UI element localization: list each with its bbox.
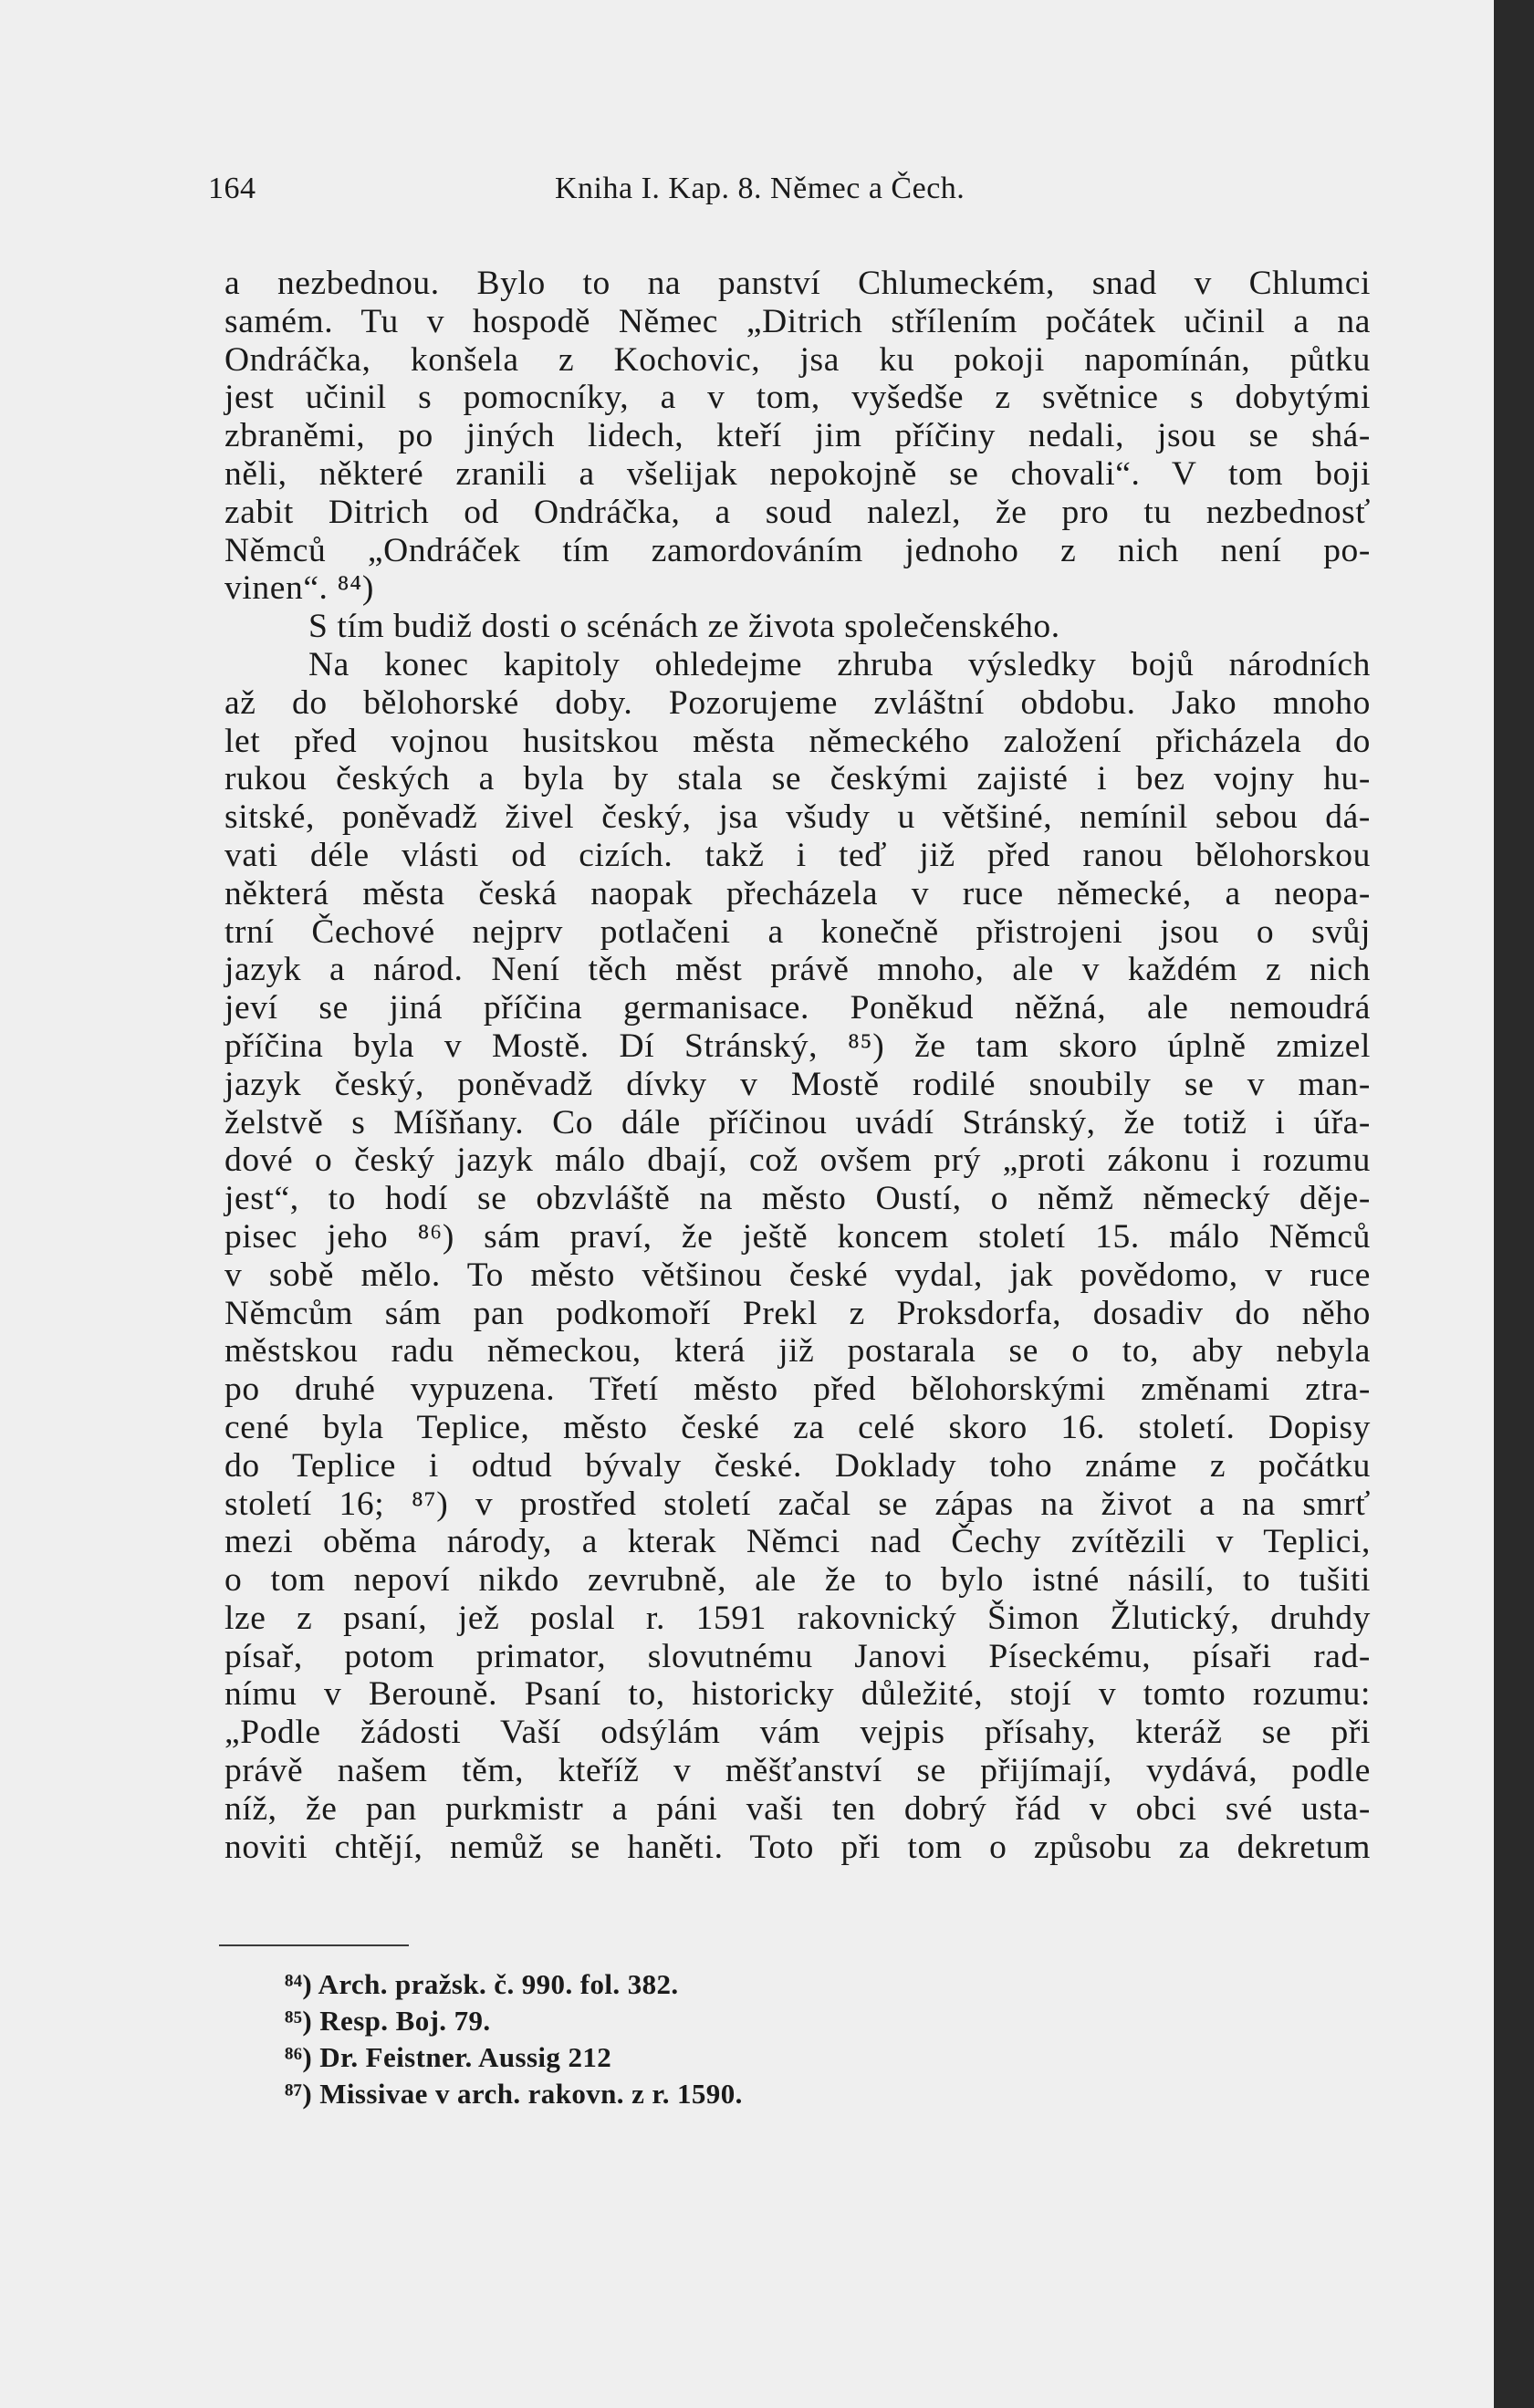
text-line: o tom nepoví nikdo zevrubně, ale že to bylo istné násilí, to tušiti [224, 1561, 1371, 1600]
footnote-84: ⁸⁴) Arch. pražsk. č. 990. fol. 382. [285, 1968, 679, 2000]
text-line: samém. Tu v hospodě Němec „Ditrich střílením počátek učinil a na [224, 302, 1371, 340]
text-line: některá města česká naopak přecházela v ruce německé, a neopa- [224, 874, 1371, 912]
text-line: želstvě s Míšňany. Co dále příčinou uvádí Stránský, že totiž i úřa- [224, 1103, 1371, 1141]
text-line: písař, potom primator, slovutnému Janovi Píseckému, písaři rad- [224, 1637, 1371, 1675]
text-line: něli, některé zranili a všelijak nepokojně se chovali“. V tom boji [224, 454, 1371, 493]
text-line: níž, že pan purkmistr a páni vaši ten dobrý řád v obci své usta- [224, 1789, 1371, 1828]
text-line: právě našem těm, kteříž v měšťanství se přijímají, vydává, podle [224, 1752, 1371, 1790]
text-line: příčina byla v Mostě. Dí Stránský, ⁸⁵) že tam skoro úplně zmizel [224, 1027, 1371, 1065]
text-line: lze z psaní, jež poslal r. 1591 rakovnický Šimon Žlutický, druhdy [224, 1599, 1371, 1637]
text-line: jeví se jiná příčina germanisace. Poněkud něžná, ale nemoudrá [224, 989, 1371, 1027]
footnote-divider [219, 1944, 409, 1946]
footnote-86: ⁸⁶) Dr. Feistner. Aussig 212 [285, 2041, 612, 2073]
text-line: století 16; ⁸⁷) v prostřed století začal se zápas na život a na smrť [224, 1485, 1371, 1523]
text-line: trní Čechové nejprv potlačeni a konečně přistrojeni jsou o svůj [224, 912, 1371, 951]
text-line: po druhé vypuzena. Třetí město před bělohorskými změnami ztra- [224, 1371, 1371, 1409]
footnotes [285, 1966, 743, 2112]
text-line: zbraněmi, po jiných lidech, kteří jim příčiny nedali, jsou se shá- [224, 417, 1371, 455]
footnote-87: ⁸⁷) Missivae v arch. rakovn. z r. 1590. [285, 2078, 743, 2110]
text-line: jazyk a národ. Není těch měst právě mnoho, ale v každém z nich [224, 951, 1371, 989]
text-line: „Podle žádosti Vaší odsýlám vám vejpis přísahy, kteráž se při [224, 1714, 1371, 1752]
text-line: noviti chtějí, nemůž se haněti. Toto při tom o způsobu za dekretum [224, 1828, 1371, 1866]
text-line: jazyk český, poněvadž dívky v Mostě rodilé snoubily se v man- [224, 1065, 1371, 1103]
text-line: Na konec kapitoly ohledejme zhruba výsledky bojů národních [308, 645, 1371, 683]
text-line: zabit Ditrich od Ondráčka, a soud nalezl, že pro tu nezbednosť [224, 493, 1371, 531]
text-line: rukou českých a byla by stala se českými zajisté i bez vojny hu- [224, 760, 1371, 798]
text-line: nímu v Berouně. Psaní to, historicky důležité, stojí v tomto rozumu: [224, 1675, 1371, 1714]
text-line: jest“, to hodí se obzvláště na město Oustí, o němž německý děje- [224, 1180, 1371, 1218]
page-number: 164 [208, 172, 256, 205]
text-line: S tím budiž dosti o scénách ze života společenského. [308, 608, 1060, 646]
text-line: mezi oběma národy, a kterak Němci nad Čechy zvítězili v Teplici, [224, 1523, 1371, 1561]
text-line: městskou radu německou, která již postarala se o to, aby nebyla [224, 1332, 1371, 1371]
body-text [224, 265, 1371, 1866]
text-line: cené byla Teplice, město české za celé skoro 16. století. Dopisy [224, 1408, 1371, 1446]
text-line: let před vojnou husitskou města německého založení přicházela do [224, 722, 1371, 760]
scan-edge [1494, 0, 1534, 2408]
text-line: vinen“. ⁸⁴) [224, 569, 374, 608]
text-line: dové o český jazyk málo dbají, což ovšem prý „proti zákonu i rozumu [224, 1141, 1371, 1180]
text-line: Němcům sám pan podkomoří Prekl z Proksdorfa, dosadiv do něho [224, 1294, 1371, 1332]
text-line: sitské, poněvadž živel český, jsa všudy u většiné, nemínil sebou dá- [224, 798, 1371, 837]
text-line: do Teplice i odtud bývaly české. Doklady toho známe z počátku [224, 1446, 1371, 1485]
text-line: až do bělohorské doby. Pozorujeme zvláštní obdobu. Jako mnoho [224, 683, 1371, 722]
footnote-85: ⁸⁵) Resp. Boj. 79. [285, 2005, 491, 2037]
page-header [208, 172, 1332, 215]
text-line: a nezbednou. Bylo to na panství Chlumeckém, snad v Chlumci [224, 265, 1371, 302]
running-head: Kniha I. Kap. 8. Němec a Čech. [555, 172, 965, 205]
text-line: v sobě mělo. To město většinou české vydal, jak povědomo, v ruce [224, 1256, 1371, 1294]
text-line: pisec jeho ⁸⁶) sám praví, že ještě koncem století 15. málo Němců [224, 1217, 1371, 1256]
text-line: Němců „Ondráček tím zamordováním jednoho z nich není po- [224, 531, 1371, 569]
text-line: Ondráčka, konšela z Kochovic, jsa ku pokoji napomínán, půtku [224, 340, 1371, 379]
text-line: jest učinil s pomocníky, a v tom, vyšedše z světnice s dobytými [224, 379, 1371, 417]
text-line: vati déle vlásti od cizích. takž i teď již před ranou bělohorskou [224, 836, 1371, 874]
